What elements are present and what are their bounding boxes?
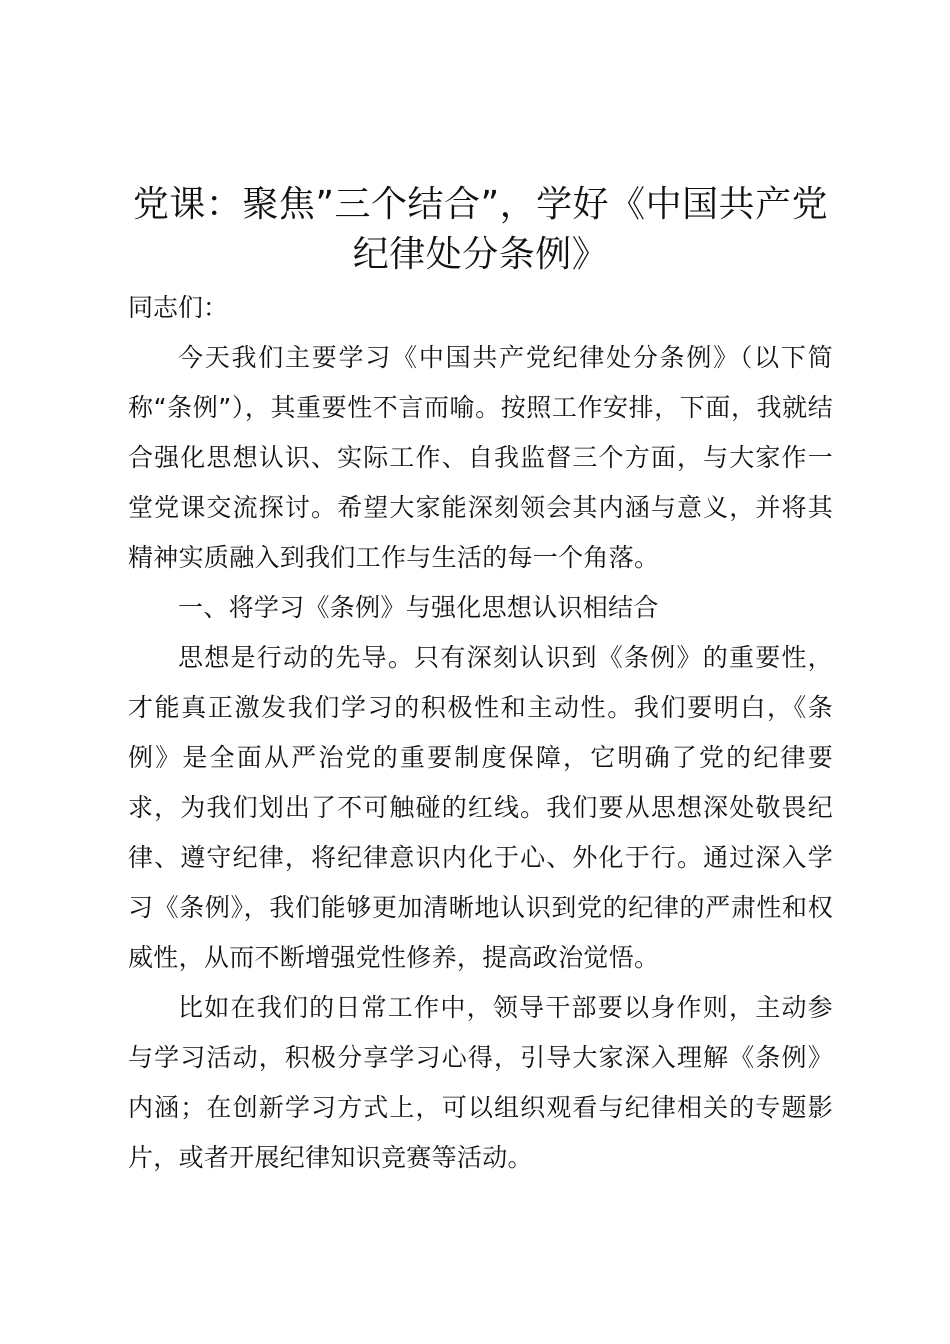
document-title <box>128 180 833 280</box>
salutation: 同志们： <box>128 293 229 322</box>
title-line-1: 党课：聚焦”三个结合”，学好《中国共产党 <box>132 184 829 225</box>
document-page <box>128 180 833 1183</box>
paragraph-section1-body: 思想是行动的先导。只有深刻认识到《条例》的重要性，才能真正激发我们学习的积极性和主动性。我们要明白，《条例》是全面从严治党的重要制度保障，它明确了党的纪律要求，为我们划出了不可触碰的红线。我们要从思想深处敬畏纪律、遵守纪律，将纪律意识内化于心、外化于行。通过深入学习《条例》，我们能够更加清晰地认识到党的纪律的严肃性和权威性，从而不断增强党性修养，提高政治觉悟。 <box>128 643 833 972</box>
title-line-2: 纪律处分条例》 <box>352 234 609 275</box>
section-heading-1: 一、将学习《条例》与强化思想认识相结合 <box>178 593 659 622</box>
paragraph-example: 比如在我们的日常工作中，领导干部要以身作则，主动参与学习活动，积极分享学习心得，引导大家深入理解《条例》内涵；在创新学习方式上，可以组织观看与纪律相关的专题影片，或者开展纪律知识竞赛等活动。 <box>128 993 833 1172</box>
paragraph-intro: 今天我们主要学习《中国共产党纪律处分条例》（以下简称“条例”），其重要性不言而喻。按照工作安排，下面，我就结合强化思想认识、实际工作、自我监督三个方面，与大家作一堂党课交流探讨。希望大家能深刻领会其内涵与意义，并将其精神实质融入到我们工作与生活的每一个角落。 <box>128 343 833 572</box>
